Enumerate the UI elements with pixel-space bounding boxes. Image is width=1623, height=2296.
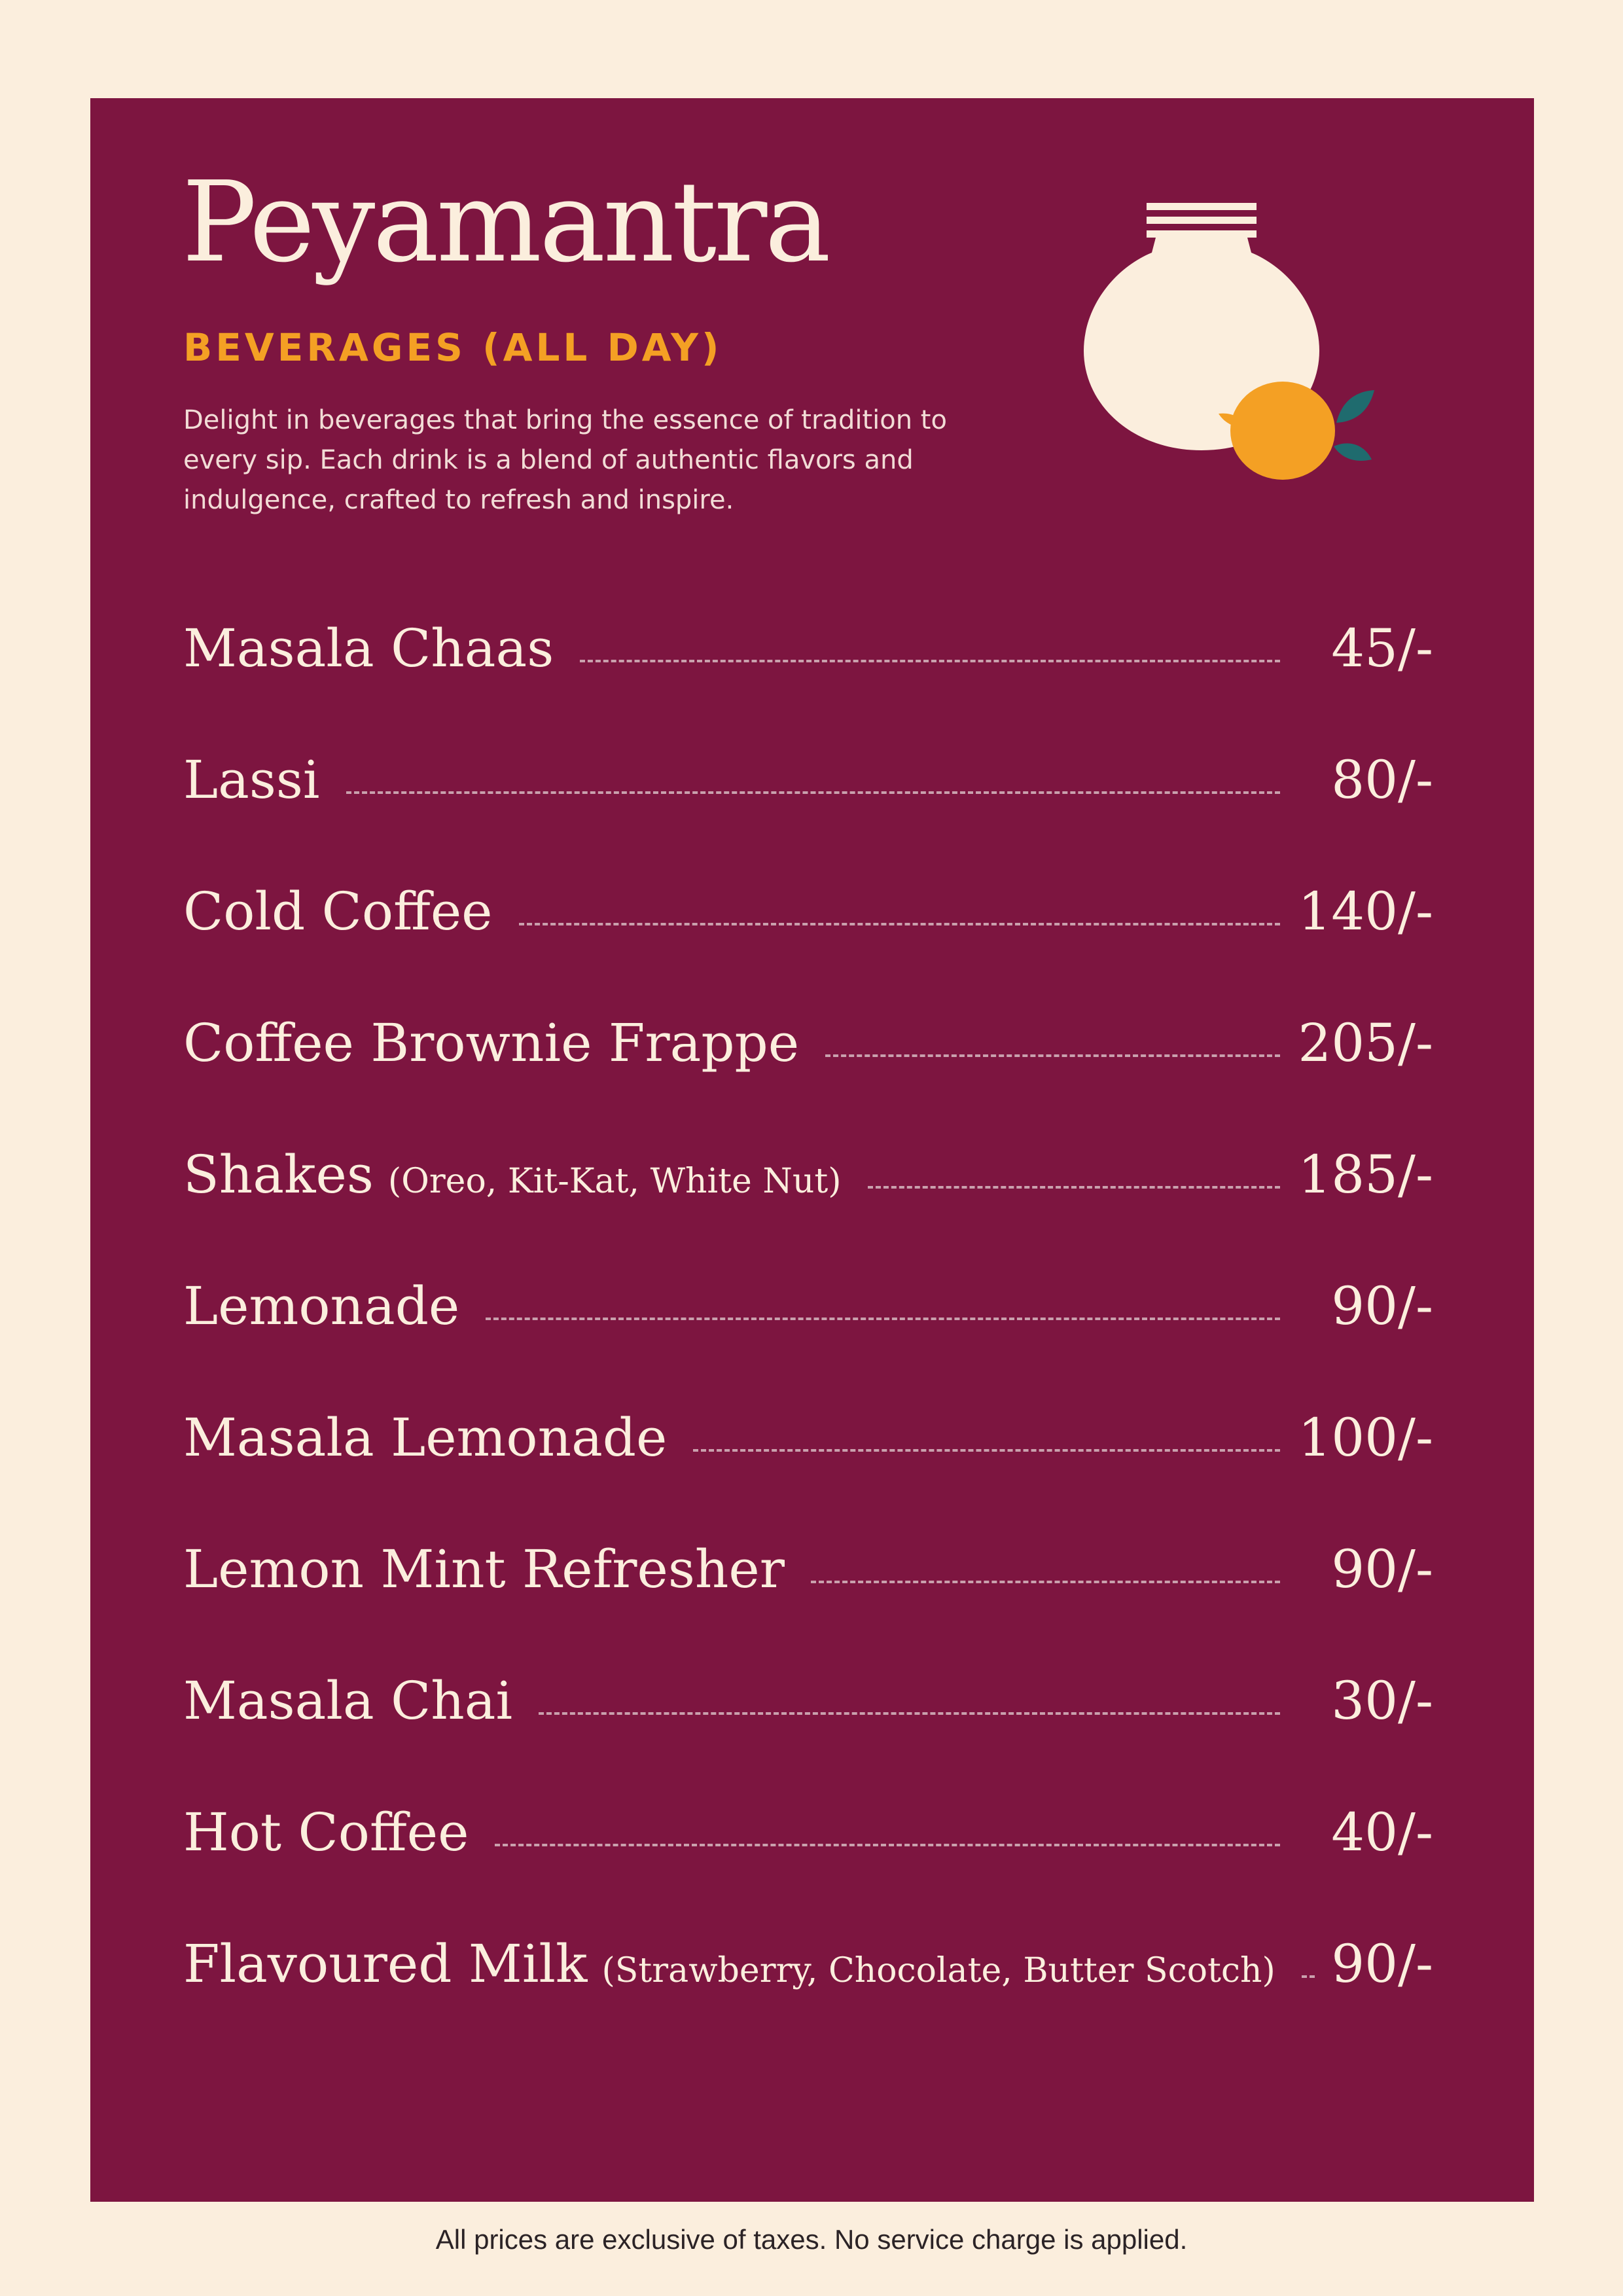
item-price: 185/- (1298, 1144, 1433, 1205)
item-price: 140/- (1298, 881, 1433, 942)
item-price: 100/- (1298, 1407, 1433, 1468)
dotted-leader (868, 1186, 1280, 1189)
menu-item-flavoured-milk (183, 1928, 1433, 2059)
menu-item-lassi (183, 744, 1433, 875)
item-name: Cold Coffee (183, 881, 493, 942)
menu-item-masala-chaas (183, 612, 1433, 744)
item-price: 90/- (1331, 1276, 1433, 1336)
item-name: Lemonade (183, 1276, 460, 1336)
section-description: Delight in beverages that bring the essence of tradition to every sip. Each drink is a blend of authentic flavors and indulgence, crafted to refresh and inspire. (183, 405, 947, 515)
menu-item-lemon-mint-refresher (183, 1533, 1433, 1664)
dotted-leader (346, 791, 1280, 794)
dotted-leader (539, 1712, 1280, 1715)
beverage-list (183, 612, 1433, 2059)
menu-item-coffee-brownie-frappe (183, 1007, 1433, 1138)
clay-pot-with-lemon-icon (1073, 196, 1400, 497)
menu-item-shakes (183, 1138, 1433, 1270)
item-price: 90/- (1331, 1539, 1433, 1600)
dotted-leader (811, 1581, 1280, 1583)
item-name: Masala Chaas (183, 618, 554, 679)
dotted-leader (580, 660, 1280, 662)
menu-item-masala-chai (183, 1664, 1433, 1796)
item-name: Masala Lemonade (183, 1407, 668, 1468)
menu-item-lemonade (183, 1270, 1433, 1401)
dotted-leader (693, 1449, 1280, 1452)
item-name: Lassi (183, 749, 320, 810)
dotted-leader (519, 923, 1281, 925)
item-name: Coffee Brownie Frappe (183, 1013, 800, 1073)
item-note: (Oreo, Kit-Kat, White Nut) (387, 1162, 842, 1201)
menu-item-cold-coffee (183, 875, 1433, 1007)
item-price: 40/- (1331, 1802, 1433, 1863)
item-price: 80/- (1331, 749, 1433, 810)
item-name: Flavoured Milk (183, 1933, 588, 1994)
tax-disclaimer: All prices are exclusive of taxes. No service charge is applied. (435, 2224, 1188, 2255)
item-name: Shakes (183, 1144, 374, 1205)
item-note: (Strawberry, Chocolate, Butter Scotch) (601, 1951, 1275, 1990)
menu-item-hot-coffee (183, 1796, 1433, 1928)
brand-title: Peyamantra (182, 158, 829, 287)
dotted-leader (825, 1054, 1280, 1057)
item-price: 90/- (1331, 1933, 1433, 1994)
item-price: 45/- (1331, 618, 1433, 679)
menu-item-masala-lemonade (183, 1401, 1433, 1533)
section-title: BEVERAGES (ALL DAY) (183, 325, 722, 370)
dotted-leader (486, 1318, 1280, 1320)
item-name: Masala Chai (183, 1670, 513, 1731)
item-name: Hot Coffee (183, 1802, 469, 1863)
item-price: 30/- (1331, 1670, 1433, 1731)
item-price: 205/- (1298, 1013, 1433, 1073)
dotted-leader (1302, 1975, 1315, 1978)
dotted-leader (495, 1844, 1280, 1846)
item-name: Lemon Mint Refresher (183, 1539, 785, 1600)
